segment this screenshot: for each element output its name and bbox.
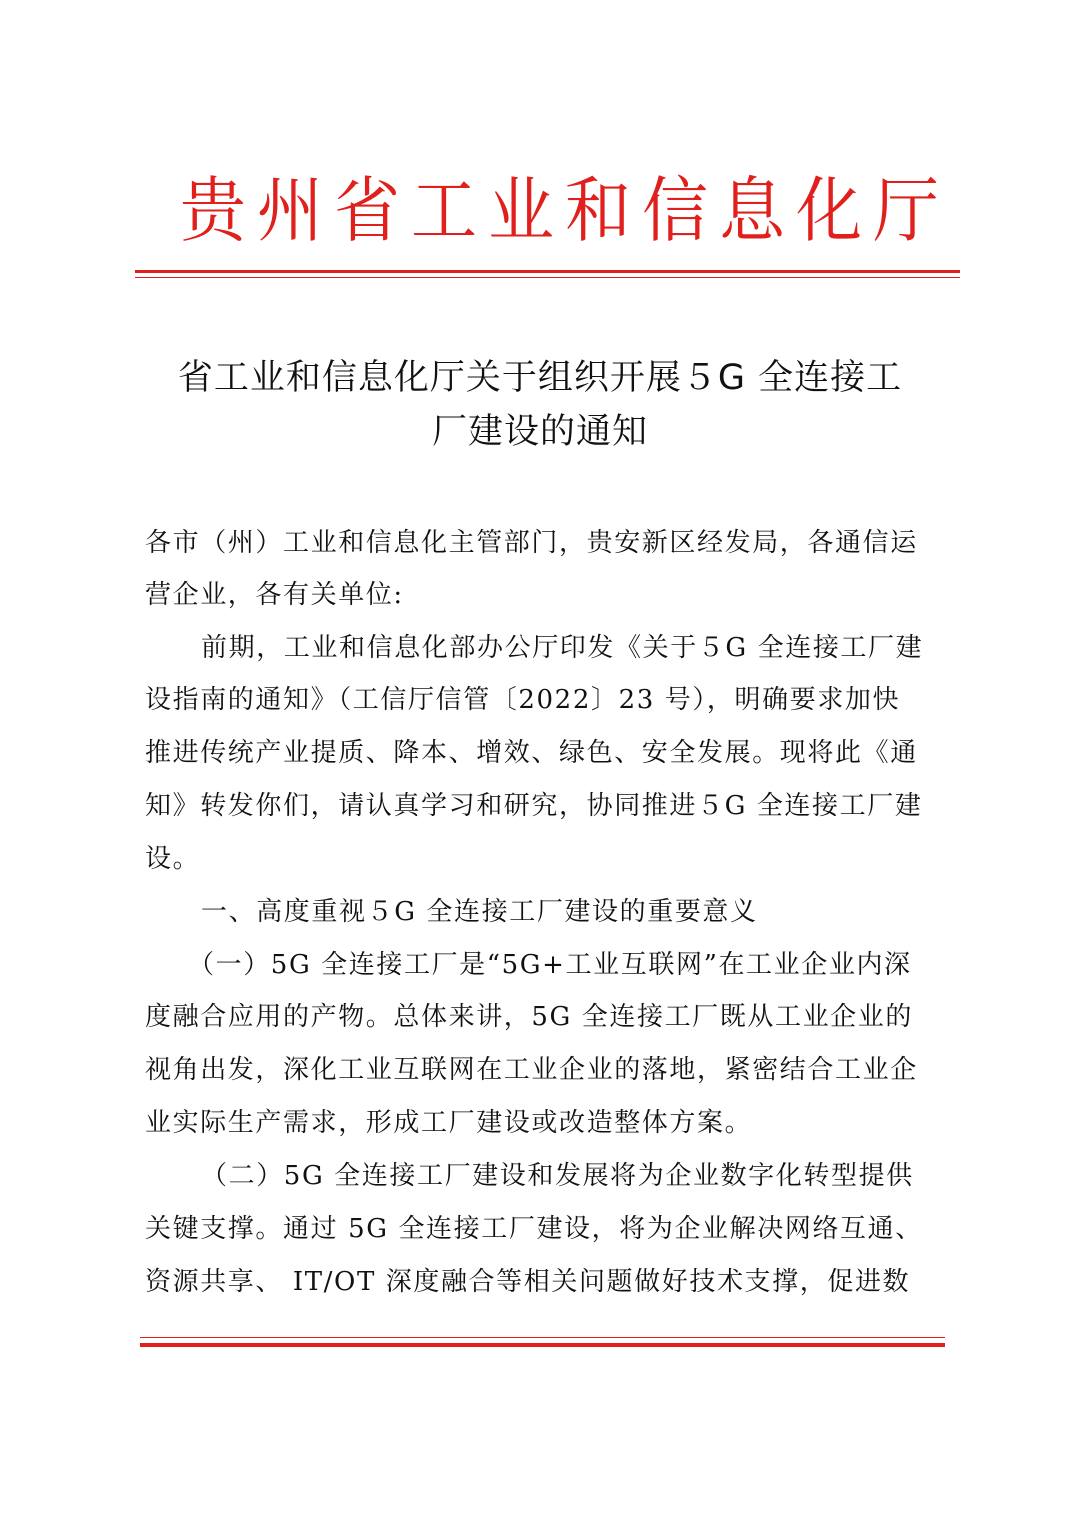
body-line: 知》转发你们，请认真学习和研究，协同推进５G 全连接工厂建: [145, 791, 923, 821]
section-heading: 一、高度重视５G 全连接工厂建设的重要意义: [201, 897, 758, 927]
masthead-rule-thin: [135, 277, 960, 278]
body-line: 业实际生产需求，形成工厂建设或改造整体方案。: [145, 1108, 753, 1138]
body-line: 推进传统产业提质、降本、增效、绿色、安全发展。现将此《通: [145, 738, 918, 768]
body-line: 视角出发，深化工业互联网在工业企业的落地，紧密结合工业企: [145, 1055, 918, 1085]
body-line: 关键支撑。通过 5G 全连接工厂建设，将为企业解决网络互通、: [145, 1214, 923, 1244]
body-line: 度融合应用的产物。总体来讲，5G 全连接工厂既从工业企业的: [145, 1002, 913, 1032]
masthead-org-name: 贵州省工业和信息化厅: [180, 169, 950, 253]
body-line: 设指南的通知》（工信厅信管〔2022〕23 号），明确要求加快: [145, 685, 901, 715]
document-title-line-1: 省工业和信息化厅关于组织开展５G 全连接工: [177, 358, 903, 398]
masthead-rule-thick: [135, 270, 960, 273]
body-line: （一）5G 全连接工厂是“5G+工业互联网”在工业企业内深: [188, 950, 912, 980]
body-line: 资源共享、 IT/OT 深度融合等相关问题做好技术支撑，促进数: [145, 1267, 911, 1297]
body-line: （二）5G 全连接工厂建设和发展将为企业数字化转型提供: [201, 1161, 914, 1191]
body-line: 设。: [145, 844, 201, 874]
footer-rule-thin: [140, 1337, 945, 1338]
body-line: 前期，工业和信息化部办公厅印发《关于５G 全连接工厂建: [201, 633, 924, 663]
document-title-line-2: 厂建设的通知: [431, 412, 648, 452]
footer-rule-thick: [140, 1343, 945, 1347]
body-line: 各市（州）工业和信息化主管部门，贵安新区经发局，各通信运: [145, 528, 918, 558]
body-line: 营企业，各有关单位:: [145, 580, 404, 610]
